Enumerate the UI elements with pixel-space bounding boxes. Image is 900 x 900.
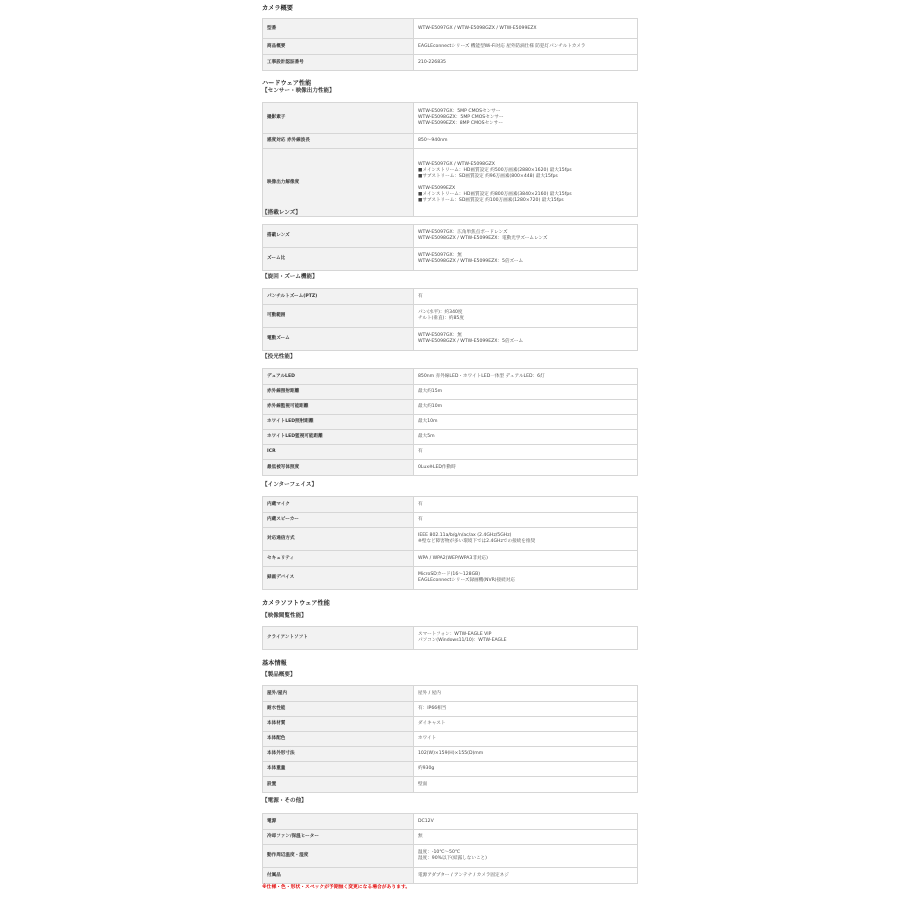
spec-label: 赤外線監視可能距離 (263, 400, 414, 415)
spec-label: 商品概要 (263, 39, 414, 55)
spec-label: ホワイトLED監視可能距離 (263, 430, 414, 445)
spec-value-line: チルト(垂直)：約85度 (418, 316, 464, 321)
table-row (263, 762, 638, 777)
spec-value (414, 702, 638, 717)
spec-value (414, 717, 638, 732)
table-row (263, 845, 638, 868)
spec-value (414, 497, 638, 513)
table-row (263, 225, 638, 248)
spec-value (414, 814, 638, 830)
table-row (263, 248, 638, 271)
spec-value-line: 電源アダプター / アンテナ / カメラ固定ネジ (418, 872, 509, 878)
spec-table (262, 496, 638, 590)
spec-value-line: パソコン(Windows11/10)：WTW-EAGLE (418, 638, 507, 643)
spec-value (414, 777, 638, 793)
table-row (263, 686, 638, 702)
spec-value (414, 149, 638, 217)
footer-note: ※仕様・色・形状・スペックが予期無く変更になる場合があります。 (262, 885, 411, 890)
spec-label: 型番 (263, 19, 414, 39)
spec-value (414, 762, 638, 777)
table-row (263, 777, 638, 793)
spec-label: 屋外/屋内 (263, 686, 414, 702)
spec-value (414, 305, 638, 328)
spec-value (414, 513, 638, 528)
table-row (263, 830, 638, 845)
table-row (263, 513, 638, 528)
table-row (263, 134, 638, 149)
spec-value (414, 39, 638, 55)
spec-value-line: 約930g (418, 766, 435, 771)
spec-value (414, 830, 638, 845)
spec-value-line: 有 (418, 449, 423, 454)
spec-value-line: EAGLEconnectシリーズ録画機(NVR)接続対応 (418, 578, 515, 583)
spec-label: 電源 (263, 814, 414, 830)
spec-value-line: ■メインストリーム：HD画質設定 約800万画素(3840×2160) 最大15fps (418, 191, 572, 197)
spec-value-line: WTW-E5098GZX / WTW-E5099EZX：5倍ズーム (418, 259, 524, 264)
spec-label: 可動範囲 (263, 305, 414, 328)
spec-value-line: 湿度：90%以下(結露しないこと) (418, 856, 487, 861)
subsection-heading: 【インターフェイス】 (262, 482, 318, 488)
spec-label: 内蔵マイク (263, 497, 414, 513)
spec-label: 本体材質 (263, 717, 414, 732)
spec-table (262, 626, 638, 650)
spec-value (414, 400, 638, 415)
table-row (263, 497, 638, 513)
spec-value-line: MicroSDカード(16～128GB) (418, 572, 481, 577)
spec-table (262, 288, 638, 351)
spec-value-line: ダイキャスト (418, 721, 446, 726)
spec-value-line: 850nm 赤外線LED・ホワイトLED一体型 デュアルLED：6灯 (418, 373, 545, 379)
spec-value-line: ■サブストリーム：SD画質設定 約100万画素(1280×720) 最大15fps (418, 197, 564, 203)
spec-label: 赤外線照射距離 (263, 385, 414, 400)
spec-label: 搭載レンズ (263, 225, 414, 248)
table-row (263, 717, 638, 732)
spec-value (414, 845, 638, 868)
table-row (263, 385, 638, 400)
spec-value-line: 有 (418, 517, 423, 522)
spec-label: デュアルLED (263, 369, 414, 385)
spec-table (262, 685, 638, 793)
spec-value (414, 567, 638, 590)
subsection-heading: 【電源・その他】 (262, 798, 307, 804)
spec-value (414, 385, 638, 400)
spec-value-line: ※壁など障害物が多い環境下では2.4GHzでの接続を推奨 (418, 539, 536, 544)
spec-value (414, 103, 638, 134)
spec-label: セキュリティ (263, 551, 414, 567)
table-row (263, 868, 638, 884)
table-row (263, 305, 638, 328)
spec-value-line: パン(水平)：約340度 (418, 310, 463, 315)
spec-label: パンチルトズーム(PTZ) (263, 289, 414, 305)
table-row (263, 369, 638, 385)
section-title: 基本情報 (262, 660, 287, 667)
table-row (263, 814, 638, 830)
table-row (263, 627, 638, 650)
table-row (263, 567, 638, 590)
table-row (263, 702, 638, 717)
spec-label: クライアントソフト (263, 627, 414, 650)
table-row (263, 430, 638, 445)
table-row (263, 460, 638, 476)
table-row (263, 551, 638, 567)
spec-value (414, 225, 638, 248)
table-row (263, 528, 638, 551)
spec-label: ICR (263, 445, 414, 460)
spec-value-line: WTW-E5099EZX：8MP CMOSセンサー (418, 121, 503, 126)
spec-value-line: 有：IP66相当 (418, 706, 447, 711)
spec-value-line: ■サブストリーム：SD画質設定 約96万画素(800×448) 最大15fps (418, 173, 558, 179)
table-row (263, 445, 638, 460)
spec-value (414, 868, 638, 884)
spec-table (262, 224, 638, 271)
spec-label: 本体配色 (263, 732, 414, 747)
spec-label: 電動ズーム (263, 328, 414, 351)
spec-value-line: WPA / WPA2(WEP/WPA3非対応) (418, 555, 488, 561)
spec-value (414, 732, 638, 747)
spec-label: 工事設計認証番号 (263, 55, 414, 71)
table-row (263, 415, 638, 430)
spec-label: ズーム比 (263, 248, 414, 271)
spec-label: 最低被写体照度 (263, 460, 414, 476)
spec-label: 動作周辺温度・湿度 (263, 845, 414, 868)
spec-value (414, 686, 638, 702)
spec-value (414, 430, 638, 445)
spec-value-line: ■メインストリーム：HD画質設定 約500万画素(2880×1620) 最大15fps (418, 167, 572, 173)
spec-value-line: 850～940nm (418, 138, 448, 143)
spec-value (414, 328, 638, 351)
spec-value (414, 528, 638, 551)
spec-value-line: WTW-E5097GX / WTW-E5098GZX / WTW-E5099EZX (418, 25, 537, 31)
spec-value (414, 415, 638, 430)
spec-value-line: 壁面 (418, 781, 428, 787)
spec-value-line: WTW-E5097GX / WTW-E5098GZX (418, 161, 495, 167)
spec-label: 撮影素子 (263, 103, 414, 134)
spec-label: 感度対応 赤外線波長 (263, 134, 414, 149)
spec-label: 内蔵スピーカー (263, 513, 414, 528)
spec-value (414, 369, 638, 385)
spec-label: 対応通信方式 (263, 528, 414, 551)
spec-value (414, 289, 638, 305)
spec-label: 録画デバイス (263, 567, 414, 590)
spec-value (414, 55, 638, 71)
subsection-heading: 【映像閲覧性能】 (262, 613, 307, 619)
spec-value-line: 210-226835 (418, 59, 446, 65)
spec-value-line: 0Lux※LED作動時 (418, 464, 456, 470)
spec-value-line: 温度：-10℃～50℃ (418, 850, 461, 855)
spec-label: 耐水性能 (263, 702, 414, 717)
spec-label: 設置 (263, 777, 414, 793)
spec-label: 冷却ファン/保温ヒーター (263, 830, 414, 845)
spec-value-line: WTW-E5099EZX (418, 185, 456, 191)
spec-value-line: WTW-E5098GZX：5MP CMOSセンサー (418, 115, 504, 120)
section-title: ハードウェア性能 (262, 80, 312, 87)
subsection-heading: 【センサー・映像出力性能】 (262, 88, 335, 94)
table-row (263, 289, 638, 305)
spec-label: 本体外形寸法 (263, 747, 414, 762)
spec-value (414, 134, 638, 149)
spec-value-line: WTW-E5097GX：5MP CMOSセンサー (418, 109, 501, 114)
spec-value-line: 有 (418, 501, 423, 507)
spec-value (414, 248, 638, 271)
spec-value-line: WTW-E5098GZX / WTW-E5099EZX：電動光学ズームレンズ (418, 236, 548, 241)
subsection-heading: 【旋回・ズーム機能】 (262, 274, 318, 280)
spec-table (262, 102, 638, 217)
spec-value (414, 747, 638, 762)
spec-value (414, 19, 638, 39)
subsection-heading: 【製品概要】 (262, 672, 296, 678)
spec-value-line: 最大10m (418, 419, 438, 424)
spec-value (414, 627, 638, 650)
section-title: カメラソフトウェア性能 (262, 600, 330, 607)
spec-value-line: WTW-E5097GX：無 (418, 333, 462, 338)
spec-value-line: 102(W)×159(H)×155(D)mm (418, 751, 484, 756)
spec-value (414, 460, 638, 476)
spec-table (262, 813, 638, 884)
spec-value-line: 最大5m (418, 434, 435, 439)
spec-label: 映像出力解像度 (263, 149, 414, 217)
spec-value-line: ホワイト (418, 736, 437, 741)
spec-value-line: 最大約15m (418, 389, 443, 394)
spec-label: ホワイトLED照射距離 (263, 415, 414, 430)
spec-value-line: 無 (418, 834, 423, 839)
spec-value-line: DC12V (418, 818, 434, 824)
subsection-heading: 【搭載レンズ】 (262, 210, 301, 216)
table-row (263, 103, 638, 134)
spec-label: 本体重量 (263, 762, 414, 777)
spec-value-line: 有 (418, 293, 423, 299)
spec-value-line: スマートフォン：WTW-EAGLE VIP (418, 632, 492, 637)
table-row (263, 400, 638, 415)
spec-value-line: WTW-E5097GX：広角単焦点ボードレンズ (418, 230, 508, 235)
table-row (263, 732, 638, 747)
spec-value-line: WTW-E5097GX：無 (418, 253, 462, 258)
table-row (263, 328, 638, 351)
table-row (263, 747, 638, 762)
spec-value-line: WTW-E5098GZX / WTW-E5099EZX：5倍ズーム (418, 339, 524, 344)
spec-table (262, 368, 638, 476)
spec-table (262, 18, 638, 71)
table-row (263, 39, 638, 55)
table-row (263, 149, 638, 217)
table-row (263, 55, 638, 71)
spec-value-line: EAGLEconnectシリーズ 機能型Wi-Fi対応 屋外防滴仕様 防犯灯パンチルトカメラ (418, 43, 586, 49)
spec-value-line: 屋外 / 屋内 (418, 690, 441, 696)
table-row (263, 19, 638, 39)
section-title: カメラ概要 (262, 5, 293, 12)
subsection-heading: 【投光性能】 (262, 354, 296, 360)
spec-value-line: 最大約10m (418, 404, 443, 409)
spec-value-line: IEEE 802.11a/b/g/n/ac/ax (2.4GHz/5GHz) (418, 533, 512, 538)
spec-value (414, 445, 638, 460)
spec-value (414, 551, 638, 567)
spec-label: 付属品 (263, 868, 414, 884)
